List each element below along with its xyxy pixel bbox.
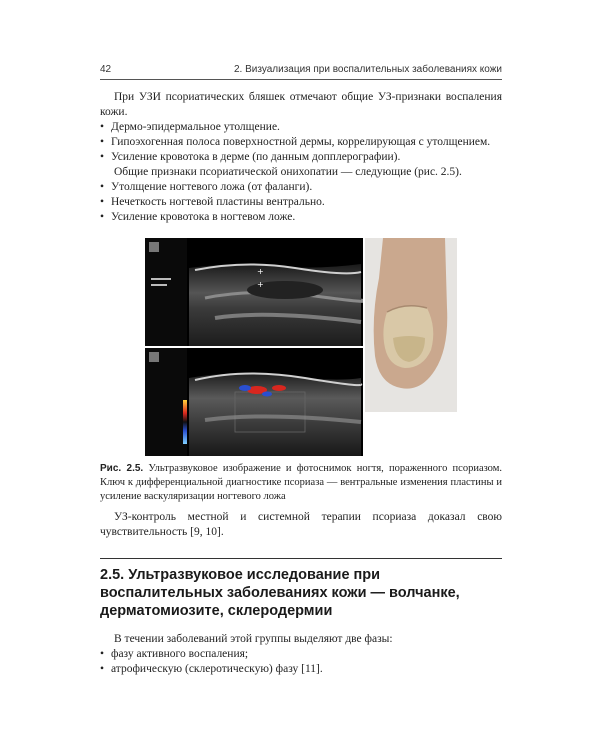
nail-photograph [365, 238, 457, 412]
section-title: 2.5. Ультразвуковое исследование при воспалительных заболеваниях кожи — волчанке, дерматомиозите, склеродермии [100, 567, 460, 619]
therapy-paragraph: УЗ-контроль местной и системной терапии псориаза доказал свою чувствительность [9, 10]. [100, 511, 502, 538]
page-number: 42 [100, 64, 112, 75]
ultrasound-bmode-image [145, 238, 363, 346]
intro-paragraph: При УЗИ псориатических бляшек отмечают общие УЗ-признаки воспаления кожи. [100, 91, 502, 118]
nail-lead-sentence: Общие признаки псориатической онихопатии — следующие (рис. 2.5). [114, 166, 462, 178]
list-item: • Утолщение ногтевого ложа (от фаланги). [100, 181, 313, 193]
running-title: 2. Визуализация при воспалительных заболеваниях кожи [234, 64, 502, 75]
intro-list-block [100, 120, 502, 225]
svg-text:+: + [257, 280, 264, 289]
section-rule [100, 558, 502, 559]
list-item: • Гипоэхогенная полоса поверхностной дермы, коррелирующая с утолщением. [100, 136, 491, 148]
running-header [100, 64, 502, 80]
figure-label: Рис. 2.5. [100, 463, 144, 474]
phase-list [100, 647, 502, 677]
figure-caption-text: Ультразвуковое изображение и фотоснимок ногтя, пораженного псориазом. Ключ к дифференциальной диагностике псориаза — вентральные изменения пластины и усиление васкуляризации ногтевого ложа [100, 463, 503, 502]
list-item: • Усиление кровотока в ногтевом ложе. [100, 211, 296, 223]
list-item: • Дермо-эпидермальное утолщение. [100, 121, 280, 133]
list-item: • атрофическую (склеротическую) фазу [11]. [100, 663, 323, 675]
figure-caption [100, 462, 502, 504]
ultrasound-doppler-image [145, 348, 363, 456]
svg-text:+: + [257, 267, 264, 276]
list-item: • Усиление кровотока в дерме (по данным допплерографии). [100, 151, 401, 163]
header-rule [100, 79, 502, 80]
section-lead-paragraph: В течении заболеваний этой группы выделяют две фазы: [114, 633, 393, 645]
list-item: • Нечеткость ногтевой пластины вентрально. [100, 196, 325, 208]
list-item: • фазу активного воспаления; [100, 648, 249, 660]
